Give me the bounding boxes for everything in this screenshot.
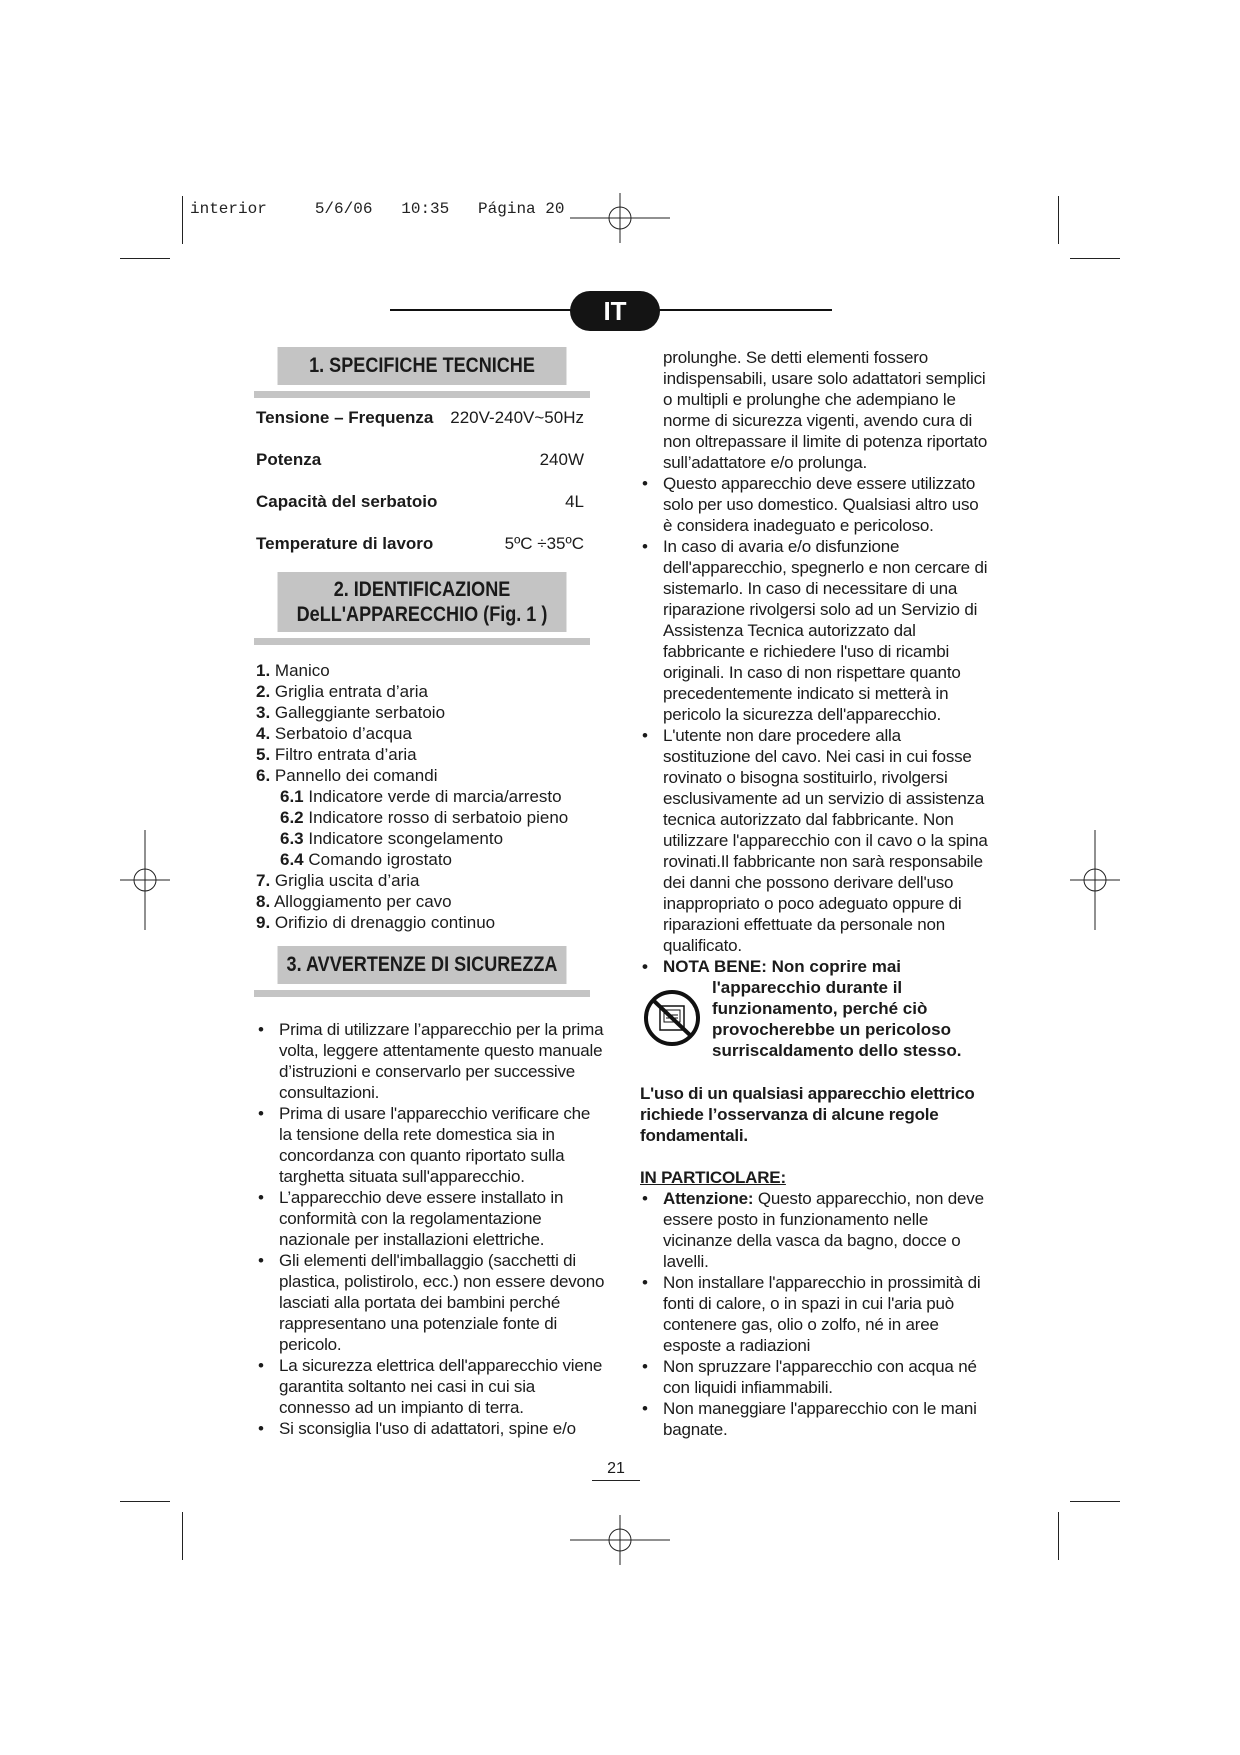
list-item: • In caso di avaria e/o disfunzione dell'apparecchio, spegnerlo e non cercare di sistemarlo. In caso di necessitare di una riparazione rivolgersi solo ad un Servizio di Assistenza Tecnica autorizzato dal fabbricante e richiedere l'uso di ricambi originali. In caso di non rispettare quanto precedentemente indicato si metterà in pericolo la sicurezza dell'apparecchio. [640,536,990,725]
spec-row [256,450,584,470]
section-title-avvertenze: 3. AVVERTENZE DI SICUREZZA [278,946,567,984]
list-item: • Non installare l'apparecchio in prossimità di fonti di calore, o in spazi in cui l'aria può contenere gas, olio o zolfo, né in aree esposte a radiazioni [640,1272,990,1356]
nota-bene-line [640,956,1000,977]
registration-mark-icon [570,193,670,243]
list-item: • Gli elementi dell'imballaggio (sacchetti di plastica, polistirolo, ecc.) non essere devono lasciati alla portata dei bambini perché rappresentano una potenziale fonte di pericolo. [256,1250,606,1355]
spec-row [256,408,584,428]
spec-label: Temperature di lavoro [256,534,434,553]
spec-value: 220V-240V~50Hz [450,408,584,427]
list-item: • La sicurezza elettrica dell'apparecchio viene garantita soltanto nei casi in cui sia connesso ad un impianto di terra. [256,1355,606,1418]
do-not-cover-icon [642,988,702,1048]
printer-slug: interior 5/6/06 10:35 Página 20 [190,200,565,218]
registration-mark-icon [120,830,170,930]
list-item: 5. Filtro entrata d’aria [256,745,417,764]
crop-mark [1058,196,1059,244]
spec-row [256,534,584,554]
list-item: 6.1 Indicatore verde di marcia/arresto [280,787,562,806]
crop-mark [182,196,183,244]
crop-mark [120,1501,170,1502]
spec-value: 240W [539,450,584,469]
spec-row [256,492,584,512]
crop-mark [120,258,170,259]
crop-mark [182,1512,183,1560]
safety-bullets-right [640,347,990,956]
crop-mark [1070,258,1120,259]
crop-mark [1070,1501,1120,1502]
list-item: 7. Griglia uscita d’aria [256,871,420,890]
warning-paragraph: L'uso di un qualsiasi apparecchio elettrico richiede l’osservanza di alcune regole fondamentali. [640,1084,975,1145]
particolare-bullets [640,1188,990,1440]
page-number: 21 [592,1460,640,1481]
list-item: • Questo apparecchio deve essere utilizzato solo per uso domestico. Qualsiasi altro uso è considera inadeguato e pericoloso. [640,473,990,536]
section-divider [254,638,590,645]
list-item: • Non maneggiare l'apparecchio con le mani bagnate. [640,1398,990,1440]
section-title-specifiche: 1. SPECIFICHE TECNICHE [278,347,567,385]
list-item: 3. Galleggiante serbatoio [256,703,446,722]
crop-mark [1058,1512,1059,1560]
list-item: • Prima di utilizzare l’apparecchio per la prima volta, leggere attentamente questo manuale d’istruzioni e conservarlo per successive consultazioni. [256,1019,606,1103]
section-title-identificazione [278,572,567,632]
parts-list [256,660,596,933]
section-title-line: DeLL'APPARECCHIO (Fig. 1 ) [296,603,548,626]
spec-label: Capacità del serbatoio [256,492,438,511]
header-rule-left [390,309,575,311]
list-item: 9. Orifizio di drenaggio continuo [256,913,496,932]
nota-bene-text: l'apparecchio durante il funzionamento, perché ciò provocherebbe un pericoloso surriscaldamento dello stesso. [712,978,962,1060]
spec-label: Potenza [256,450,322,469]
section-divider [254,391,590,398]
list-item: • Si sconsiglia l'uso di adattatori, spine e/o [256,1418,606,1439]
list-item: • Attenzione: Questo apparecchio, non deve essere posto in funzionamento nelle vicinanze della vasca da bagno, docce o lavelli. [640,1188,990,1272]
list-item: 1. Manico [256,661,330,680]
list-item: • L'utente non dare procedere alla sostituzione del cavo. Nei casi in cui fosse rovinato o bisogna sostituirlo, rivolgersi esclusivamente ad un servizio di assistenza tecnica autorizzato dal fabbricante. Non utilizzare l'apparecchio con il cavo o la spina rovinati.Il fabbricante non sarà responsabile dei danni che possono derivare dell'uso inappropriato o poco adeguato oppure di riparazioni effettuate da personale non qualificato. [640,725,990,956]
spec-value: 5ºC ÷35ºC [504,534,584,553]
list-item: • Non spruzzare l'apparecchio con acqua né con liquidi infiammabili. [640,1356,990,1398]
list-item: • L’apparecchio deve essere installato in conformità con la regolamentazione nazionale per installazioni elettriche. [256,1187,606,1250]
registration-mark-icon [1070,830,1120,930]
safety-bullets-left [256,1019,606,1439]
list-item: 8. Alloggiamento per cavo [256,892,452,911]
list-item: 4. Serbatoio d’acqua [256,724,412,743]
language-badge: IT [570,291,660,331]
list-item: 6.3 Indicatore scongelamento [280,829,504,848]
section-title-line: 2. IDENTIFICAZIONE [333,578,511,601]
list-item: • Prima di usare l'apparecchio verificare che la tensione della rete domestica sia in concordanza con quanto riportato sulla targhetta situata sull'apparecchio. [256,1103,606,1187]
in-particolare-heading: IN PARTICOLARE: [640,1168,786,1187]
list-item: 2. Griglia entrata d’aria [256,682,428,701]
registration-mark-icon [570,1515,670,1565]
continued-paragraph: prolunghe. Se detti elementi fossero indispensabili, usare solo adattatori semplici o multipli e prolunghe che adempiano le norme di sicurezza vigenti, avendo cura di non oltrepassare il limite di potenza riportato sull’adattatore e/o prolunga. [663,348,988,472]
list-item: 6.4 Comando igrostato [280,850,453,869]
list-item: 6.2 Indicatore rosso di serbatoio pieno [280,808,569,827]
nota-bene-title: • NOTA BENE: Non coprire mai [640,956,1000,977]
header-rule-right [655,309,832,311]
spec-label: Tensione – Frequenza [256,408,434,427]
list-item: 6. Pannello dei comandi [256,766,438,785]
spec-value: 4L [565,492,584,511]
section-divider [254,990,590,997]
